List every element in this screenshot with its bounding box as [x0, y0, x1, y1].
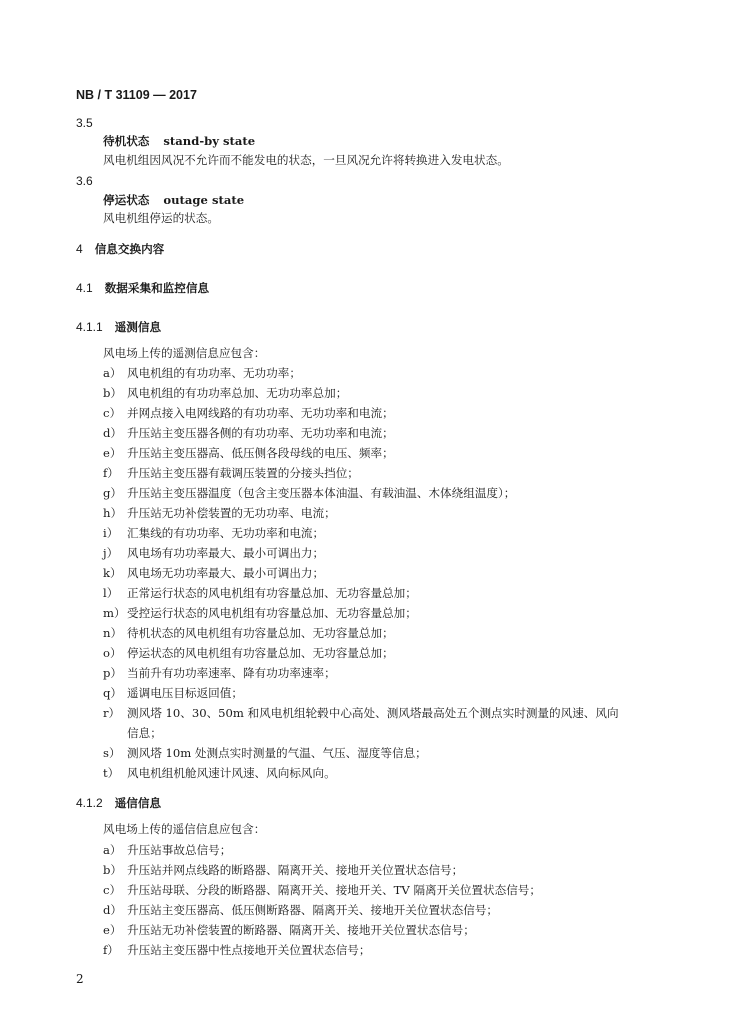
section-number: 4 [76, 242, 83, 256]
term-english: stand-by state [163, 134, 256, 148]
term-english: outage state [163, 193, 245, 207]
list-text: 测风塔 10、30、50m 和风电机组轮毂中心高处、测风塔最高处五个测点实时测量的风速、风向 [127, 706, 619, 720]
list-marker: i） [103, 526, 119, 540]
list-item [103, 903, 498, 917]
term-definition: 风电机组停运的状态。 [103, 211, 219, 225]
section-number: 4.1.2 [76, 796, 103, 810]
list-item [103, 446, 394, 460]
list-text: 升压站主变压器有载调压装置的分接头挡位； [127, 466, 359, 480]
list-text: 受控运行状态的风电机组有功容量总加、无功容量总加； [127, 606, 417, 620]
section-title: 数据采集和监控信息 [104, 281, 210, 295]
section-heading [76, 320, 161, 334]
list-text: 升压站主变压器中性点接地开关位置状态信号； [127, 943, 371, 957]
list-text: 并网点接入电网线路的有功功率、无功功率和电流； [127, 406, 394, 420]
list-marker: o） [103, 646, 122, 660]
list-marker: m） [103, 606, 126, 620]
list-item [103, 526, 324, 540]
list-item [103, 766, 336, 780]
list-marker: a） [103, 366, 122, 380]
list-item [103, 606, 417, 620]
list-item [103, 706, 619, 720]
list-marker: n） [103, 626, 123, 640]
list-text: 待机状态的风电机组有功容量总加、无功容量总加； [127, 626, 394, 640]
list-marker: l） [103, 586, 119, 600]
list-text: 升压站事故总信号； [127, 843, 232, 857]
list-text: 风电场有功功率最大、最小可调出力； [127, 546, 325, 560]
list-text: 正常运行状态的风电机组有功容量总加、无功容量总加； [127, 586, 417, 600]
list-item [103, 626, 394, 640]
list-text: 汇集线的有功功率、无功功率和电流； [127, 526, 325, 540]
section-number: 4.1.1 [76, 320, 103, 334]
list-text: 测风塔 10m 处测点实时测量的气温、气压、湿度等信息； [127, 746, 427, 760]
list-item [103, 943, 370, 957]
list-item [103, 863, 463, 877]
term-chinese: 停运状态 [103, 193, 150, 207]
list-marker: q） [103, 686, 123, 700]
list-marker: a） [103, 843, 122, 857]
list-item [103, 366, 301, 380]
list-text: 升压站主变压器高、低压侧各段母线的电压、频率； [127, 446, 394, 460]
list-intro: 风电场上传的遥信信息应包含： [103, 822, 266, 836]
standard-header: NB / T 31109 — 2017 [76, 88, 197, 102]
term-definition: 风电机组因风况不允许而不能发电的状态，一旦风况允许将转换进入发电状态。 [103, 153, 509, 167]
list-item [103, 486, 515, 500]
clause-number: 3.6 [76, 174, 93, 188]
list-marker: j） [103, 546, 119, 560]
list-marker: d） [103, 903, 123, 917]
list-marker: e） [103, 446, 122, 460]
list-marker: f） [103, 466, 119, 480]
list-text: 升压站无功补偿装置的断路器、隔离开关、接地开关位置状态信号； [127, 923, 475, 937]
section-number: 4.1 [76, 281, 93, 295]
section-heading [76, 796, 161, 810]
list-item [103, 406, 394, 420]
list-item [103, 843, 231, 857]
list-marker: t） [103, 766, 120, 780]
list-item [103, 666, 336, 680]
list-marker: r） [103, 706, 121, 720]
list-item [103, 883, 541, 897]
page-number: 2 [76, 972, 84, 986]
list-text: 当前升有功功率速率、降有功功率速率； [127, 666, 336, 680]
term-heading [103, 134, 255, 148]
list-marker: h） [103, 506, 123, 520]
list-item [103, 386, 347, 400]
list-marker: s） [103, 746, 121, 760]
list-item [103, 506, 336, 520]
list-text: 遥调电压目标返回值； [127, 686, 243, 700]
list-text: 升压站并网点线路的断路器、隔离开关、接地开关位置状态信号； [127, 863, 464, 877]
list-marker: d） [103, 426, 123, 440]
list-text: 升压站主变压器温度（包含主变压器本体油温、有载油温、木体绕组温度）； [127, 486, 516, 500]
list-item [103, 646, 394, 660]
section-title: 遥测信息 [114, 320, 162, 334]
list-text: 升压站主变压器高、低压侧断路器、隔离开关、接地开关位置状态信号； [127, 903, 499, 917]
section-title: 遥信信息 [114, 796, 162, 810]
list-text: 升压站母联、分段的断路器、隔离开关、接地开关、TV 隔离开关位置状态信号； [127, 883, 541, 897]
list-text: 风电机组的有功功率、无功功率； [127, 366, 301, 380]
term-chinese: 待机状态 [103, 134, 150, 148]
clause-number: 3.5 [76, 116, 93, 130]
section-title: 信息交换内容 [94, 242, 165, 256]
term-heading [103, 193, 244, 207]
list-marker: c） [103, 883, 122, 897]
list-item [103, 566, 324, 580]
list-marker: p） [103, 666, 123, 680]
list-text-continuation: 信息； [127, 726, 162, 740]
list-item [103, 923, 475, 937]
list-marker: c） [103, 406, 122, 420]
list-text: 风电机组的有功功率总加、无功功率总加； [127, 386, 348, 400]
list-item [103, 466, 359, 480]
list-text: 停运状态的风电机组有功容量总加、无功容量总加； [127, 646, 394, 660]
list-marker: f） [103, 943, 119, 957]
list-marker: b） [103, 386, 123, 400]
list-item [103, 586, 417, 600]
list-text: 风电机组机舱风速计风速、风向标风向。 [127, 766, 336, 780]
list-intro: 风电场上传的遥测信息应包含： [103, 346, 266, 360]
list-text: 升压站无功补偿装置的无功功率、电流； [127, 506, 336, 520]
list-marker: b） [103, 863, 123, 877]
list-item [103, 546, 324, 560]
list-text: 风电场无功功率最大、最小可调出力； [127, 566, 325, 580]
section-heading [76, 281, 209, 295]
list-item [103, 746, 427, 760]
section-heading [76, 242, 164, 256]
list-item [103, 686, 243, 700]
list-item [103, 426, 394, 440]
list-marker: g） [103, 486, 123, 500]
list-marker: k） [103, 566, 122, 580]
list-text: 升压站主变压器各侧的有功功率、无功功率和电流； [127, 426, 394, 440]
list-marker: e） [103, 923, 122, 937]
